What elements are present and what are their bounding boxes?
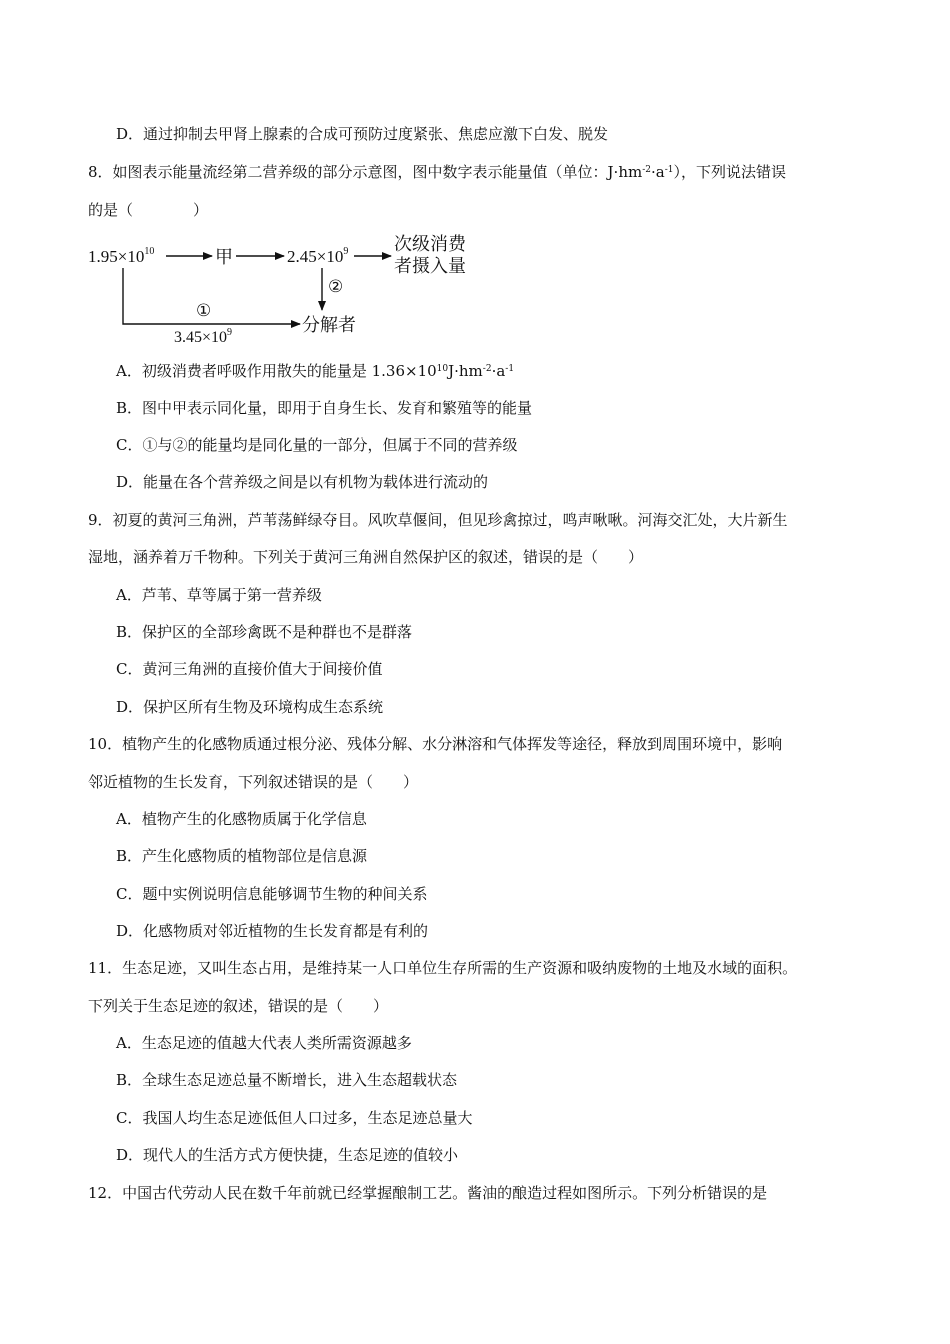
diagram-circle-1: ① <box>196 301 212 321</box>
q9-option-a: A．芦苇、草等属于第一营养级 <box>116 586 322 604</box>
diagram-decomposer: 分解者 <box>302 315 356 336</box>
q10-option-a: A．植物产生的化感物质属于化学信息 <box>116 810 367 828</box>
q11-option-b: B．全球生态足迹总量不断增长，进入生态超载状态 <box>116 1071 458 1089</box>
diagram-node-jia: 甲 <box>215 247 233 268</box>
q8-stem-line1 <box>88 162 786 182</box>
q9-option-b: B．保护区的全部珍禽既不是种群也不是群落 <box>116 623 413 641</box>
q8-option-d: D．能量在各个营养级之间是以有机物为载体进行流动的 <box>116 473 489 491</box>
q8-unit-exp1: -2 <box>642 165 651 175</box>
diagram-start-value: $1.95\times 10^{10}$ <box>88 246 155 266</box>
q11-stem-line2: 下列关于生态足迹的叙述，错误的是（ ） <box>88 997 389 1015</box>
q9-option-c: C．黄河三角洲的直接价值大于间接价值 <box>116 660 383 678</box>
energy-flow-diagram <box>88 232 488 352</box>
q11-stem-line1: 11．生态足迹，又叫生态占用，是维持某一人口单位生存所需的生产资源和吸纳废物的土地及水域的面积。 <box>88 959 798 977</box>
diagram-circle-2: ② <box>328 277 344 297</box>
q8-option-a: A．初级消费者呼吸作用散失的能量是 $1.36\times 10^{10}J\cdot hm^{-2}\cdot a^{-1}$ <box>116 362 515 380</box>
q8-unit-exp2: -1 <box>664 165 674 175</box>
q9-stem-line2: 湿地，涵养着万千物种。下列关于黄河三角洲自然保护区的叙述，错误的是（ ） <box>88 548 644 566</box>
q7-option-d: D．通过抑制去甲肾上腺素的合成可预防过度紧张、焦虑应激下白发、脱发 <box>116 125 609 143</box>
q9-stem-line1: 9．初夏的黄河三角洲，芦苇荡鲜绿夺目。风吹草偃间，但见珍禽掠过，鸣声啾啾。河海交汇处，大片新生 <box>88 511 788 529</box>
diagram-next-line2: 者摄入量 <box>394 256 466 277</box>
q10-stem-line1: 10．植物产生的化感物质通过根分泌、残体分解、水分淋溶和气体挥发等途径，释放到周围环境中，影响 <box>88 735 783 753</box>
arrow-start-to-decomposer <box>123 268 300 324</box>
q10-option-b: B．产生化感物质的植物部位是信息源 <box>116 847 368 865</box>
q10-option-c: C．题中实例说明信息能够调节生物的种间关系 <box>116 885 428 903</box>
q8-stem-line2: 的是（ ） <box>88 201 209 219</box>
q8-option-c: C．①与②的能量均是同化量的一部分，但属于不同的营养级 <box>116 436 518 454</box>
q8-option-b: B．图中甲表示同化量，即用于自身生长、发育和繁殖等的能量 <box>116 399 533 417</box>
q11-option-a: A．生态足迹的值越大代表人类所需资源越多 <box>116 1034 412 1052</box>
diagram-bottom-value: $3.45\times 10^9$ <box>174 327 233 346</box>
q8-unit-mid: ·a <box>651 163 665 181</box>
q8-stem-text: 8．如图表示能量流经第二营养级的部分示意图，图中数字表示能量值（单位：J·hm <box>88 163 643 181</box>
diagram-next-line1: 次级消费 <box>394 234 466 255</box>
q10-stem-line2: 邻近植物的生长发育，下列叙述错误的是（ ） <box>88 773 419 791</box>
q9-option-d: D．保护区所有生物及环境构成生态系统 <box>116 698 384 716</box>
q10-option-d: D．化感物质对邻近植物的生长发育都是有利的 <box>116 922 429 940</box>
diagram-mid-value: $2.45\times 10^9$ <box>287 246 349 266</box>
q11-option-d: D．现代人的生活方式方便快捷，生态足迹的值较小 <box>116 1146 459 1164</box>
q11-option-c: C．我国人均生态足迹低但人口过多，生态足迹总量大 <box>116 1109 473 1127</box>
q8-stem-end: ），下列说法错误 <box>673 163 787 181</box>
q12-stem-line1: 12．中国古代劳动人民在数千年前就已经掌握酿制工艺。酱油的酿造过程如图所示。下列分析错误的是 <box>88 1184 768 1202</box>
